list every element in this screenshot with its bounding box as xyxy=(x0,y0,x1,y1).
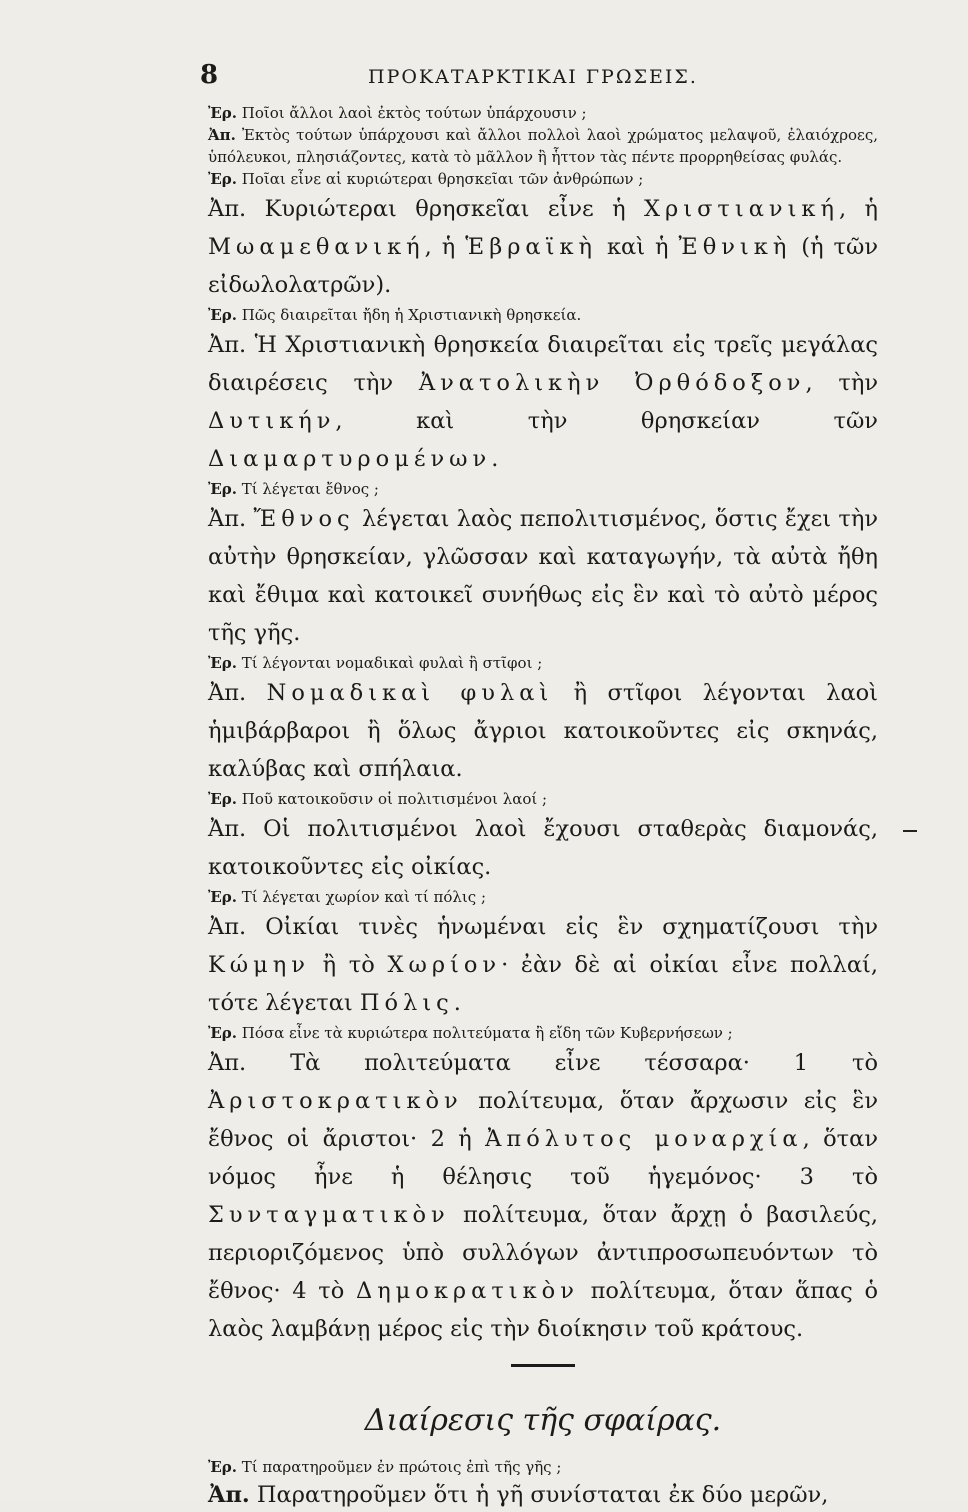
question: Ἐρ. Ποῖοι ἄλλοι λαοὶ ἐκτὸς τούτων ὑπάρχουσιν ; xyxy=(208,104,587,122)
question: Ἐρ. Τί λέγεται ἔθνος ; xyxy=(208,480,379,498)
section-divider xyxy=(511,1364,575,1367)
question: Ἐρ. Τί παρατηροῦμεν ἐν πρώτοις ἐπὶ τῆς γῆς ; xyxy=(208,1458,562,1476)
page-header xyxy=(200,60,900,94)
page-body xyxy=(208,102,878,1512)
running-title: ΠΡΟΚΑΤΑΡΚΤΙΚΑΙ ΓΡΩΣΕΙΣ. xyxy=(368,66,698,88)
section-title: Διαίρεσις τῆς σφαίρας. xyxy=(364,1403,722,1438)
answer: Ἀπ. Ἡ Χριστιανικὴ θρησκεία διαιρεῖται εἰς τρεῖς μεγάλας διαιρέσεις τὴν Ἀνατολικὴν Ὀρθόδοξον, τὴν Δυτικήν, καὶ τὴν θρησκείαν τῶν Διαμαρτυρομένων. xyxy=(208,332,878,472)
answer: Ἀπ. Ἔθνος λέγεται λαὸς πεπολιτισμένος, ὅστις ἔχει τὴν αὐτὴν θρησκείαν, γλῶσσαν καὶ καταγωγήν, τὰ αὐτὰ ἤθη καὶ ἔθιμα καὶ κατοικεῖ συνήθως εἰς ἓν καὶ τὸ αὐτὸ μέρος τῆς γῆς. xyxy=(208,506,879,646)
question: Ἐρ. Τί λέγεται χωρίον καὶ τί πόλις ; xyxy=(208,888,487,906)
answer: Ἀπ. Νομαδικαὶ φυλαὶ ἢ στῖφοι λέγονται λαοὶ ἡμιβάρβαροι ἢ ὅλως ἄγριοι κατοικοῦντες εἰς σκηνάς, καλύβας καὶ σπήλαια. xyxy=(208,680,879,782)
answer: Ἀπ. Τὰ πολιτεύματα εἶνε τέσσαρα· 1 τὸ Ἀριστοκρατικὸν πολίτευμα, ὅταν ἄρχωσιν εἰς ἓν ἔθνος οἱ ἄριστοι· 2 ἡ Ἀπόλυτος μοναρχία, ὅταν νόμος ἦνε ἡ θέλησις τοῦ ἡγεμόνος· 3 τὸ Συνταγματικὸν πολίτευμα, ὅταν ἄρχῃ ὁ βασιλεύς, περιοριζόμενος ὑπὸ συλλόγων ἀντιπροσωπευόντων τὸ ἔθνος· 4 τὸ Δημοκρατικὸν πολίτευμα, ὅταν ἅπας ὁ λαὸς λαμβάνῃ μέρος εἰς τὴν διοίκησιν τοῦ κράτους. xyxy=(208,1050,879,1342)
answer: Ἀπ. Οἱ πολιτισμένοι λαοὶ ἔχουσι σταθερὰς διαμονάς, κατοικοῦντες εἰς οἰκίας. xyxy=(208,816,879,880)
question: Ἐρ. Ποῖαι εἶνε αἱ κυριώτεραι θρησκεῖαι τῶν ἀνθρώπων ; xyxy=(208,170,644,188)
question: Ἐρ. Πόσα εἶνε τὰ κυριώτερα πολιτεύματα ἢ εἴδη τῶν Κυβερνήσεων ; xyxy=(208,1024,733,1042)
answer: Ἀπ. Ἐκτὸς τούτων ὑπάρχουσι καὶ ἄλλοι πολλοὶ λαοὶ χρώματος μελαψοῦ, ἐλαιόχροες, ὑπόλευκοι, πλησιάζοντες, κατὰ τὸ μᾶλλον ἢ ἧττον τὰς πέντε προρρηθείσας φυλάς. xyxy=(208,126,878,166)
question: Ἐρ. Τί λέγονται νομαδικαὶ φυλαὶ ἢ στῖφοι ; xyxy=(208,654,543,672)
question: Ἐρ. Πῶς διαιρεῖται ἤδη ἡ Χριστιανικὴ θρησκεία. xyxy=(208,306,582,324)
answer: Ἀπ. Οἰκίαι τινὲς ἡνωμέναι εἰς ἓν σχηματίζουσι τὴν Κώμην ἢ τὸ Χωρίον· ἐὰν δὲ αἱ οἰκίαι εἶνε πολλαί, τότε λέγεται Πόλις. xyxy=(208,914,879,1016)
answer: Ἀπ. Παρατηροῦμεν ὅτι ἡ γῆ συνίσταται ἐκ δύο μερῶν, xyxy=(208,1482,829,1508)
answer: Ἀπ. Κυριώτεραι θρησκεῖαι εἶνε ἡ Χριστιανική, ἡ Μωαμεθανική, ἡ Ἑβραϊκὴ καὶ ἡ Ἐθνικὴ (ἡ τῶν εἰδωλολατρῶν). xyxy=(208,196,879,298)
margin-dash xyxy=(903,830,917,832)
question: Ἐρ. Ποῦ κατοικοῦσιν οἱ πολιτισμένοι λαοί ; xyxy=(208,790,548,808)
page-number: 8 xyxy=(200,60,219,90)
